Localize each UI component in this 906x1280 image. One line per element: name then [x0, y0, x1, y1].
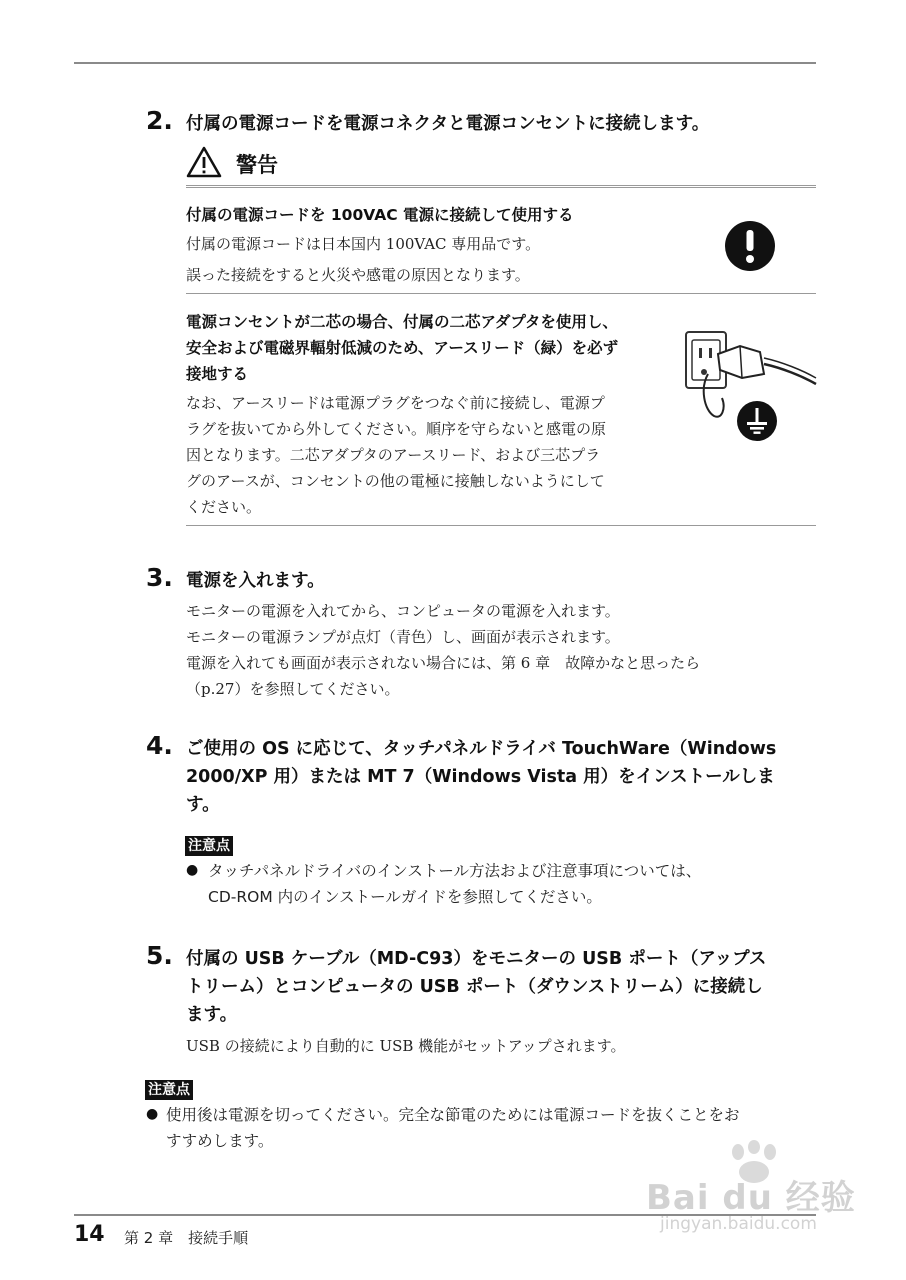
step-5-title-2: トリーム）とコンピュータの USB ポート（ダウンストリーム）に接続し [186, 977, 763, 997]
final-note-line-2: すすめします。 [166, 1132, 274, 1150]
warning-bottom-rule [186, 525, 816, 526]
step-3-line-1: モニターの電源を入れてから、コンピュータの電源を入れます。 [186, 602, 620, 620]
step-4-note-line-1: タッチパネルドライバのインストール方法および注意事項については、 [208, 862, 702, 880]
warning2-line-2: ラグを抜いてから外してください。順序を守らないと感電の原 [186, 420, 607, 438]
warning2-heading-2: 安全および電磁界輻射低減のため、アースリード（緑）を必ず [186, 339, 619, 357]
step-5-number: 5. [146, 941, 173, 970]
step-3-number: 3. [146, 563, 173, 592]
warning1-line-2: 誤った接続をすると火災や感電の原因となります。 [186, 266, 530, 284]
step-4-bullet: ● [186, 862, 199, 878]
warning2-heading-3: 接地する [186, 365, 249, 383]
warning2-heading-1: 電源コンセントが二芯の場合、付属の二芯アダプタを使用し、 [186, 313, 618, 331]
step-3-title: 電源を入れます。 [186, 571, 325, 591]
warning-triangle-icon [186, 146, 222, 178]
watermark-brand: Bai du 经验 [646, 1178, 856, 1218]
warning1-heading: 付属の電源コードを 100VAC 電源に接続して使用する [186, 206, 574, 224]
step-5-title-1: 付属の USB ケーブル（MD-C93）をモニターの USB ポート（アップス [186, 949, 767, 969]
top-rule [74, 62, 816, 64]
warning-label: 警告 [236, 153, 278, 177]
footer-rule [74, 1214, 816, 1216]
step-4-title-1: ご使用の OS に応じて、タッチパネルドライバ TouchWare（Windows [186, 739, 777, 759]
chapter-label: 第 2 章 接続手順 [124, 1229, 249, 1247]
step-4-title-2: 2000/XP 用）または MT 7（Windows Vista 用）をインストールしま [186, 767, 775, 787]
final-note-line-1: 使用後は電源を切ってください。完全な節電のためには電源コードを抜くことをお [166, 1106, 740, 1124]
step-5-title-3: ます。 [186, 1005, 238, 1025]
warning-rule [186, 185, 816, 188]
warning1-line-1: 付属の電源コードは日本国内 100VAC 専用品です。 [186, 235, 541, 253]
warning2-line-1: なお、アースリードは電源プラグをつなぐ前に接続し、電源プ [186, 394, 605, 412]
watermark-url: jingyan.baidu.com [660, 1214, 817, 1234]
step-4-note-label: 注意点 [185, 836, 233, 856]
final-note-label: 注意点 [145, 1080, 193, 1100]
step-2-title: 付属の電源コードを電源コネクタと電源コンセントに接続します。 [186, 114, 710, 134]
mandatory-exclamation-icon [724, 220, 776, 272]
final-note-bullet: ● [146, 1106, 159, 1122]
step-4-title-3: す。 [186, 795, 220, 815]
warning2-line-3: 因となります。二芯アダプタのアースリード、および三芯プラ [186, 446, 601, 464]
page-number: 14 [74, 1222, 105, 1247]
step-3-line-4: （p.27）を参照してください。 [186, 680, 400, 698]
warning2-line-5: ください。 [186, 498, 262, 516]
step-3-line-3: 電源を入れても画面が表示されない場合には、第 6 章 故障かなと思ったら [186, 654, 701, 672]
step-4-number: 4. [146, 731, 173, 760]
step-4-note-line-2: CD-ROM 内のインストールガイドを参照してください。 [208, 888, 602, 906]
step-3-line-2: モニターの電源ランプが点灯（青色）し、画面が表示されます。 [186, 628, 620, 646]
step-2-number: 2. [146, 106, 173, 135]
warning2-line-4: グのアースが、コンセントの他の電極に接触しないようにして [186, 472, 605, 490]
warning-divider [186, 293, 816, 294]
step-5-line: USB の接続により自動的に USB 機能がセットアップされます。 [186, 1037, 626, 1055]
ground-icon [736, 400, 778, 442]
